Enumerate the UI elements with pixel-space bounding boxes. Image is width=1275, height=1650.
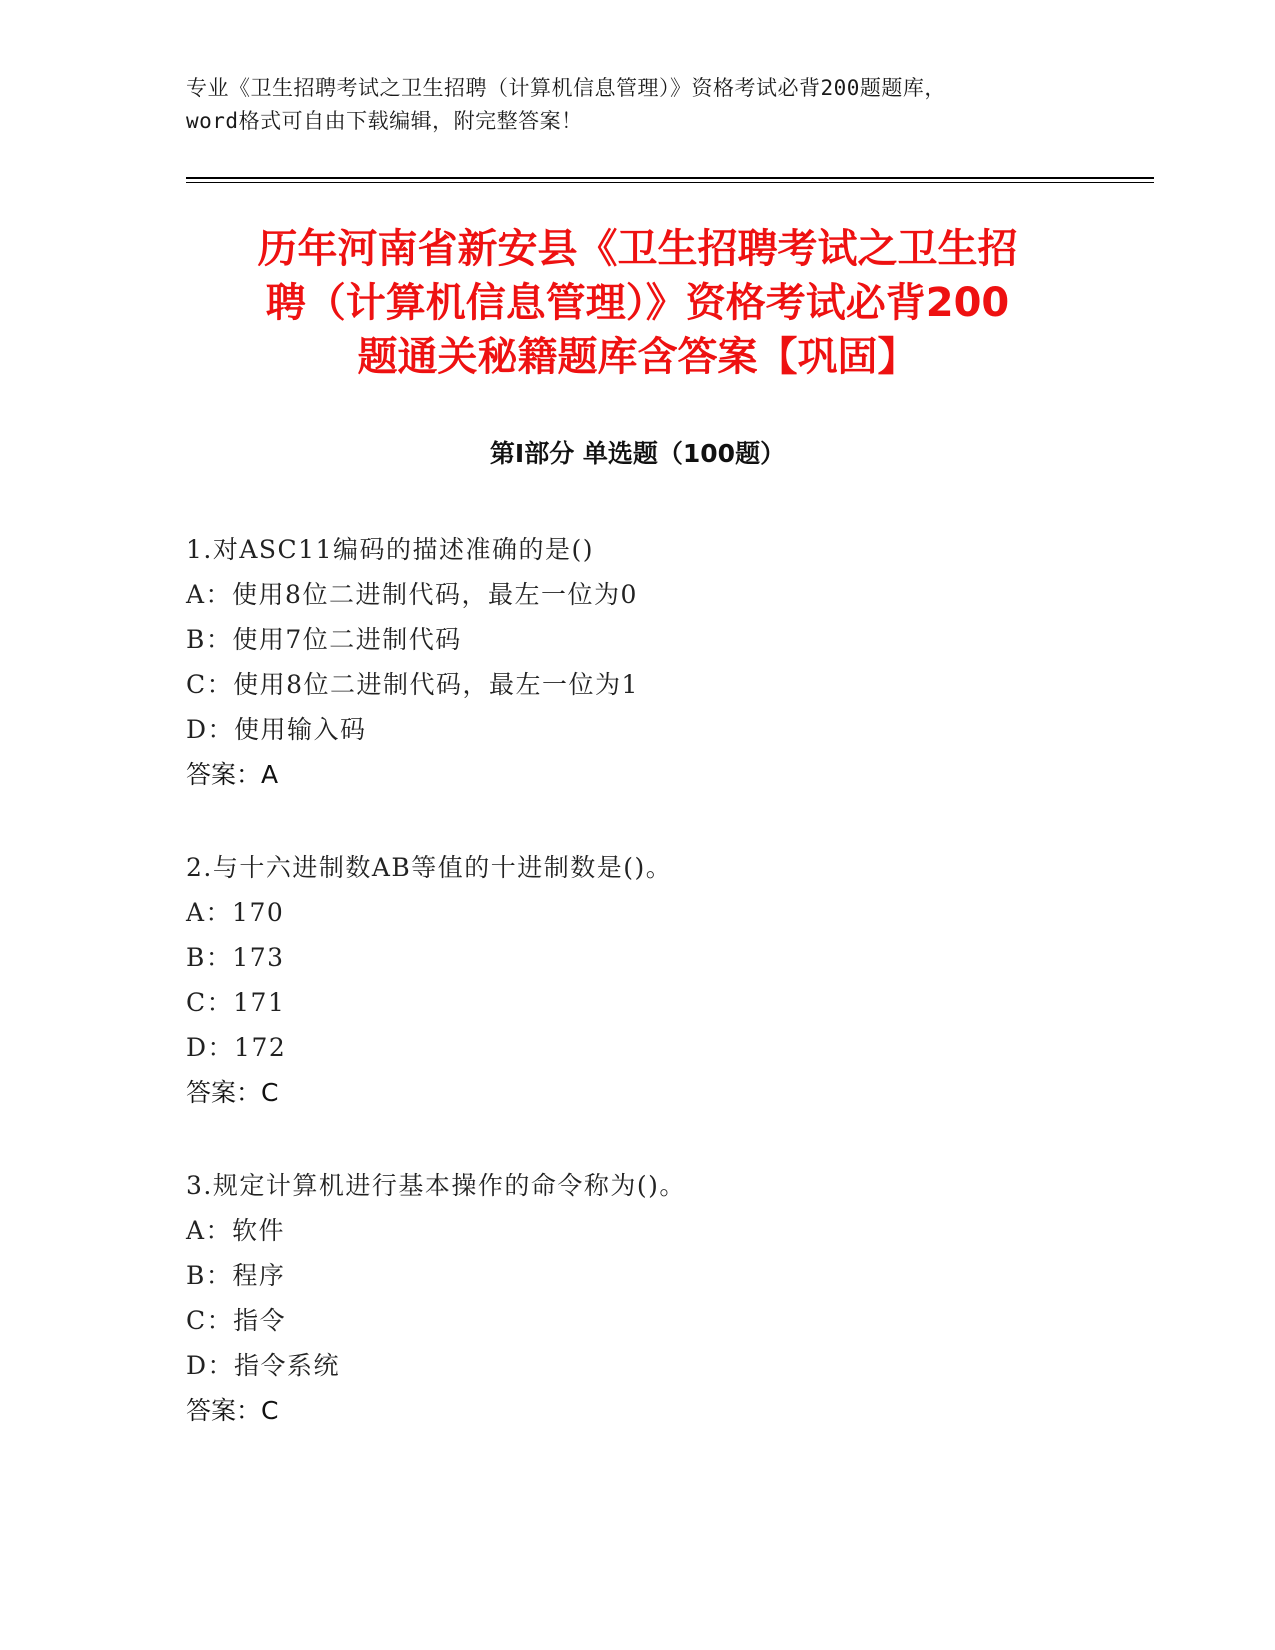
option-d: D：指令系统 — [186, 1351, 341, 1380]
option-d: D：172 — [186, 1033, 287, 1062]
header-divider-thick — [186, 177, 1154, 179]
option-d: D：使用输入码 — [186, 715, 367, 744]
question-2 — [186, 845, 1116, 1115]
option-b: B：173 — [186, 943, 285, 972]
option-c: C：171 — [186, 988, 286, 1017]
option-b: B：程序 — [186, 1261, 286, 1290]
answer: 答案：C — [186, 1078, 279, 1107]
document-title-line-2: 聘（计算机信息管理）》资格考试必背200 — [265, 280, 1010, 326]
header-divider-thin — [186, 182, 1154, 183]
question-1 — [186, 527, 1116, 797]
question-stem: 2.与十六进制数AB等值的十进制数是()。 — [186, 853, 673, 882]
option-b: B：使用7位二进制代码 — [186, 625, 462, 654]
question-3 — [186, 1163, 1116, 1433]
question-stem: 3.规定计算机进行基本操作的命令称为()。 — [186, 1171, 686, 1200]
option-a: A：170 — [186, 898, 285, 927]
document-title-line-1: 历年河南省新安县《卫生招聘考试之卫生招 — [257, 226, 1018, 272]
answer: 答案：A — [186, 760, 279, 789]
answer: 答案：C — [186, 1396, 279, 1425]
header-note-line-1: 专业《卫生招聘考试之卫生招聘（计算机信息管理）》资格考试必背200题题库， — [186, 76, 946, 100]
document-title-line-3: 题通关秘籍题库含答案【巩固】 — [357, 334, 918, 380]
option-c: C：使用8位二进制代码，最左一位为1 — [186, 670, 639, 699]
document-title — [170, 222, 1105, 384]
option-a: A：软件 — [186, 1216, 286, 1245]
option-a: A：使用8位二进制代码，最左一位为0 — [186, 580, 638, 609]
question-stem: 1.对ASC11编码的描述准确的是() — [186, 535, 594, 564]
option-c: C：指令 — [186, 1306, 287, 1335]
section-title: 第Ⅰ部分 单选题（100题） — [489, 439, 786, 468]
question-list — [186, 527, 1116, 1481]
header-note — [186, 72, 1086, 138]
header-note-line-2: word格式可自由下载编辑，附完整答案！ — [186, 109, 583, 133]
